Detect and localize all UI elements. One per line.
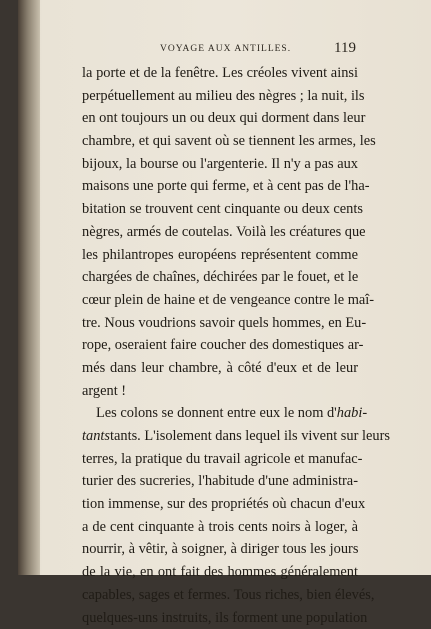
text-line: cœur plein de haine et de vengeance contre le maî- bbox=[82, 289, 358, 312]
body-text bbox=[82, 62, 358, 629]
text-line: a de cent cinquante à trois cents noirs à loger, à bbox=[82, 516, 358, 539]
text-line: nègres, armés de coutelas. Voilà les créatures que bbox=[82, 221, 358, 244]
text-line: rope, oseraient faire coucher des domestiques ar- bbox=[82, 334, 358, 357]
italic-word: habi- bbox=[337, 405, 367, 421]
text-line: més dans leur chambre, à côté d'eux et de leur bbox=[82, 357, 358, 380]
text-line: tre. Nous voudrions savoir quels hommes, en Eu- bbox=[82, 312, 358, 335]
text-line: de la vie, en ont fait des hommes généralement bbox=[82, 561, 358, 584]
text-line bbox=[82, 425, 358, 448]
text-line: en ont toujours un ou deux qui dorment dans leur bbox=[82, 107, 358, 130]
text-line: argent ! bbox=[82, 380, 358, 403]
page-number: 119 bbox=[334, 40, 356, 57]
text-line: chargées de chaînes, déchirées par le fouet, et le bbox=[82, 266, 358, 289]
text-line: quelques-uns instruits, ils forment une population bbox=[82, 607, 358, 629]
text-line: bitation se trouvent cent cinquante ou deux cents bbox=[82, 198, 358, 221]
text-line: nourrir, à vêtir, à soigner, à diriger tous les jours bbox=[82, 538, 358, 561]
text-line: maisons une porte qui ferme, et à cent pas de l'ha- bbox=[82, 175, 358, 198]
text-line: la porte et de la fenêtre. Les créoles vivent ainsi bbox=[82, 62, 358, 85]
text-fragment: Les colons se donnent entre eux le nom d' bbox=[96, 405, 337, 421]
text-line-paragraph-start bbox=[82, 402, 358, 425]
text-line: les philantropes européens représentent comme bbox=[82, 244, 358, 267]
text-fragment: tants. L'isolement dans lequel ils vivent sur leurs bbox=[110, 428, 390, 444]
text-line: terres, la pratique du travail agricole et manufac- bbox=[82, 448, 358, 471]
text-line: perpétuellement au milieu des nègres ; la nuit, ils bbox=[82, 85, 358, 108]
text-line: tion immense, sur des propriétés où chacun d'eux bbox=[82, 493, 358, 516]
italic-word: tants bbox=[82, 428, 110, 444]
text-line: bijoux, la bourse ou l'argenterie. Il n'y a pas aux bbox=[82, 153, 358, 176]
book-binding bbox=[18, 0, 40, 575]
running-title: VOYAGE AUX ANTILLES. bbox=[160, 44, 291, 54]
text-line: turier des sucreries, l'habitude d'une administra- bbox=[82, 470, 358, 493]
text-line: capables, sages et fermes. Tous riches, bien élevés, bbox=[82, 584, 358, 607]
text-line: chambre, et qui savent où se tiennent les armes, les bbox=[82, 130, 358, 153]
